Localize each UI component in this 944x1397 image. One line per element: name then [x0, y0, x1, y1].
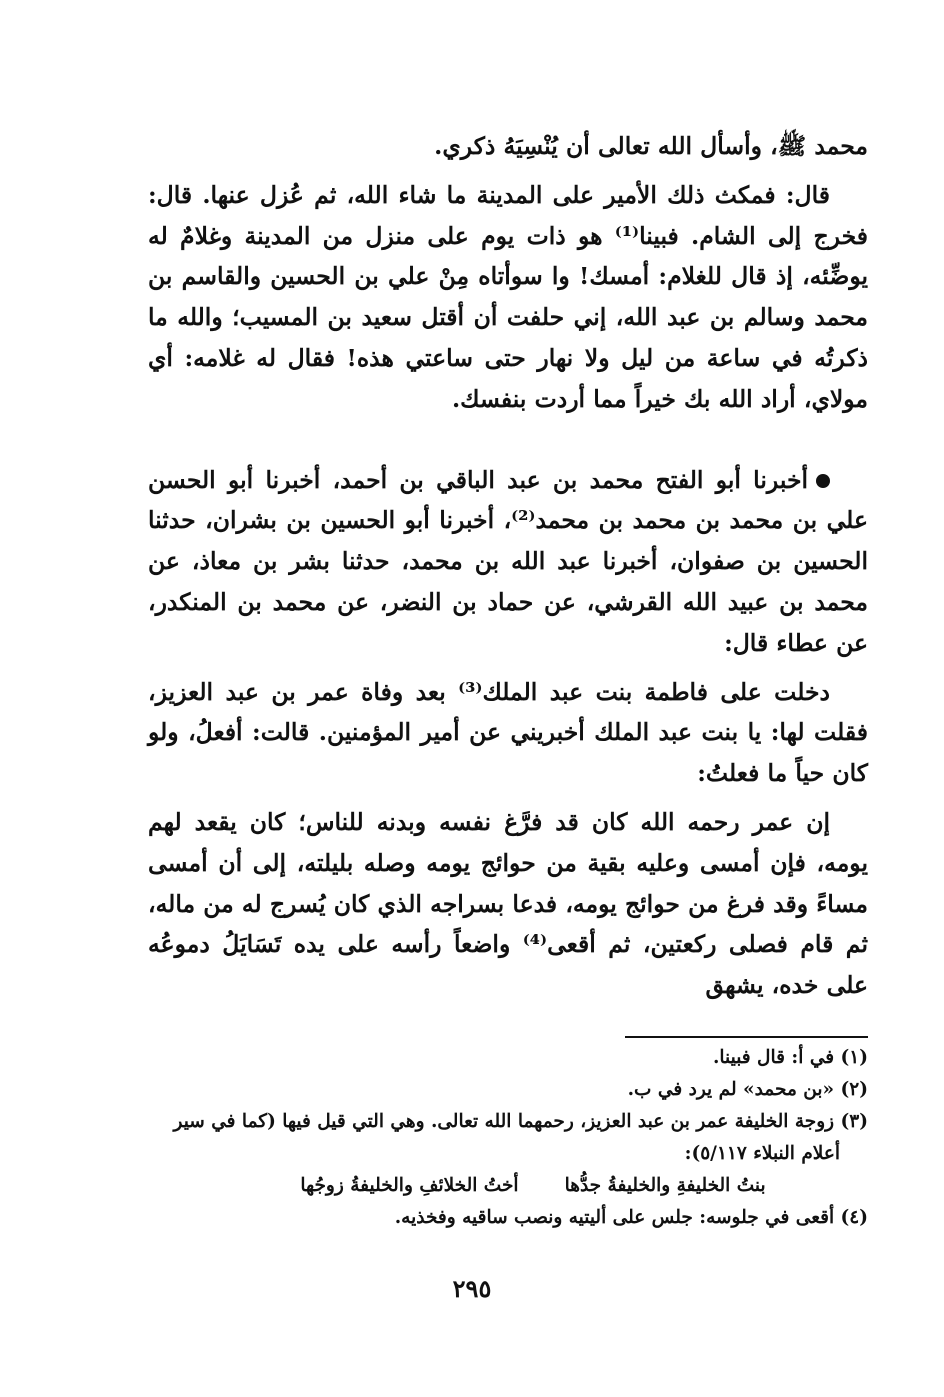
paragraph-story: قال: فمكث ذلك الأمير على المدينة ما شاء الله، ثم عُزل عنها. قال: فخرج إلى الشام. فبينا⁽¹⁾ هو ذات يوم على منزل من المدينة وغلامٌ له يوضِّئه، إذ قال للغلام: أمسك! وا سوأتاه مِنْ علي بن الحسين والقاسم بن محمد وسالم بن عبد الله، إني حلفت أن أقتل سعيد بن المسيب؛ والله ما ذكرتُه في ساعة من ليل ولا نهار حتى ساعتي هذه! فقال له غلامه: أي مولاي، أراد الله بك خيراً مما أردت بنفسك.: [148, 180, 868, 413]
footnote-divider: [625, 1036, 868, 1038]
paragraph-isnad: [148, 460, 868, 664]
footnote-3: (٣) زوجة الخليفة عمر بن عبد العزيز، رحمهما الله تعالى. وهي التي قيل فيها (كما في سير: [173, 1111, 868, 1132]
verse-second-hemistich: أختُ الخلائفِ والخليفةُ زوجُها: [300, 1175, 519, 1196]
footnote-3-continuation: أعلام النبلاء ٥/١١٧):: [684, 1143, 840, 1164]
footnote-2: (٢) «بن محمد» لم يرد في ب.: [627, 1079, 868, 1100]
paragraph-narration: دخلت على فاطمة بنت عبد الملك⁽³⁾ بعد وفاة عمر بن عبد العزيز، فقلت لها: يا بنت عبد الملك أخبريني عن أمير المؤمنين. قالت: أفعلُ، ولو كان حياً ما فعلتُ:: [148, 677, 868, 788]
footnote-4: (٤) أقعى في جلوسه: جلس على أليتيه ونصب ساقيه وفخذيه.: [394, 1207, 868, 1228]
page-number: ٢٩٥: [452, 1274, 492, 1303]
footnotes: [148, 1042, 868, 1234]
footnote-1: (١) في أ: قال فبينا.: [712, 1047, 868, 1068]
isnad-text: أخبرنا أبو الفتح محمد بن عبد الباقي بن أحمد، أخبرنا أبو الحسن علي بن محمد بن محمد بن محمد⁽²⁾، أخبرنا أبو الحسين بن بشران، حدثنا الحسين بن صفوان، أخبرنا عبد الله بن محمد، حدثنا بشر بن معاذ، عن محمد بن عبيد الله القرشي، عن حماد بن النضر، عن محمد بن المنكدر، عن عطاء قال:: [148, 465, 868, 657]
paragraph-account: إن عمر رحمه الله كان قد فرَّغ نفسه وبدنه للناس؛ كان يقعد لهم يومه، فإن أمسى وعليه بقية من حوائج يومه وصله بليلته، إلى أن أمسى مساءً وقد فرغ من حوائج يومه، فدعا بسراجه الذي كان يُسرج له من ماله، ثم قام فصلى ركعتين، ثم أقعى⁽⁴⁾ واضعاً رأسه على يده تَسَايَلُ دموعُه على خده، يشهق: [148, 807, 868, 1000]
bullet-icon: [816, 474, 830, 488]
paragraph-continuation: محمد ﷺ، وأسأل الله تعالى أن يُنْسِيَهُ ذكري.: [434, 132, 868, 160]
main-text: [148, 126, 868, 1006]
poetry-verse: [148, 1170, 868, 1202]
verse-first-hemistich: بنتُ الخليفةِ والخليفةُ جدُّها: [564, 1175, 766, 1196]
